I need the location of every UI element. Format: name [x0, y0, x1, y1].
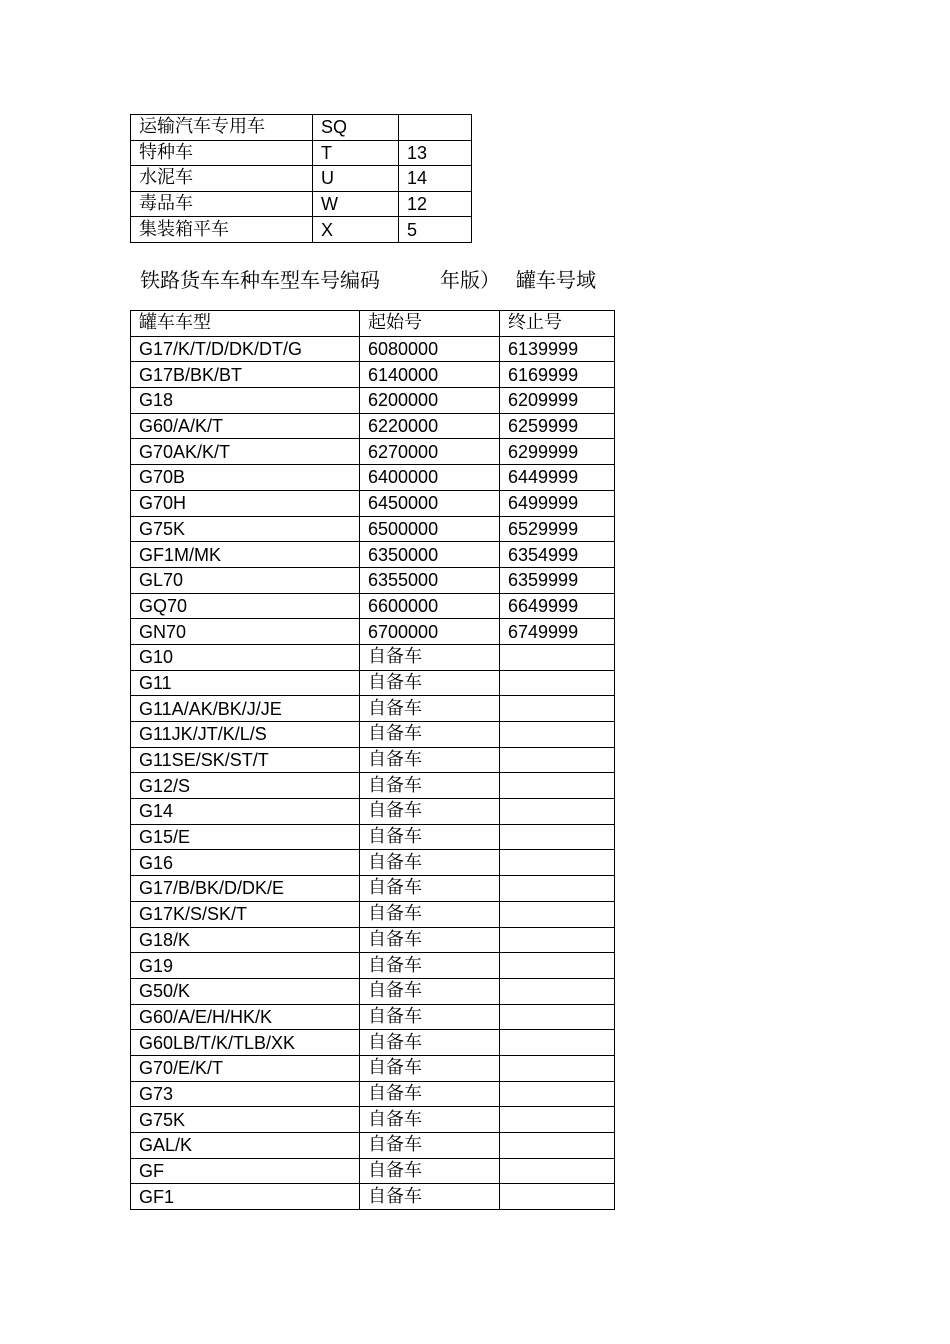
- end-number-cell: 6169999: [500, 362, 615, 388]
- end-number-cell: [500, 953, 615, 979]
- end-number-cell: [500, 850, 615, 876]
- table-row: [131, 191, 472, 217]
- tank-model-cell: GL70: [131, 567, 360, 593]
- end-number-cell: [500, 1158, 615, 1184]
- tank-model-cell: GAL/K: [131, 1133, 360, 1159]
- tank-model-cell: GF1: [131, 1184, 360, 1210]
- table-row: [131, 901, 615, 927]
- tank-model-cell: GF1M/MK: [131, 542, 360, 568]
- end-number-cell: [500, 799, 615, 825]
- start-number-cell: 自备车: [360, 747, 500, 773]
- tank-model-cell: G17/K/T/D/DK/DT/G: [131, 336, 360, 362]
- tank-model-cell: G10: [131, 644, 360, 670]
- start-number-cell: 自备车: [360, 1004, 500, 1030]
- tank-model-cell: G18/K: [131, 927, 360, 953]
- tank-table-body: [131, 336, 615, 1209]
- table-row: [131, 217, 472, 243]
- tank-model-cell: G12/S: [131, 773, 360, 799]
- table-row: [131, 388, 615, 414]
- table-row: [131, 1184, 615, 1210]
- start-number-cell: 自备车: [360, 1081, 500, 1107]
- table-row: [131, 439, 615, 465]
- end-number-cell: 6299999: [500, 439, 615, 465]
- start-number-cell: 自备车: [360, 644, 500, 670]
- end-number-cell: 6649999: [500, 593, 615, 619]
- table-row: [131, 1133, 615, 1159]
- end-number-cell: 6354999: [500, 542, 615, 568]
- end-number-cell: [500, 670, 615, 696]
- table-row: [131, 336, 615, 362]
- tank-model-cell: G70H: [131, 490, 360, 516]
- table-row: [131, 670, 615, 696]
- start-number-cell: 6450000: [360, 490, 500, 516]
- tank-model-cell: G19: [131, 953, 360, 979]
- start-number-cell: 6140000: [360, 362, 500, 388]
- start-number-cell: 6600000: [360, 593, 500, 619]
- start-number-cell: 6700000: [360, 619, 500, 645]
- end-number-cell: [500, 1133, 615, 1159]
- table-row: [131, 876, 615, 902]
- table-row: [131, 567, 615, 593]
- vehicle-type-table: [130, 114, 472, 243]
- vehicle-code-cell: T: [313, 140, 399, 166]
- section-title: [140, 265, 596, 295]
- start-number-cell: 自备车: [360, 722, 500, 748]
- start-number-cell: 自备车: [360, 1107, 500, 1133]
- end-number-cell: [500, 1004, 615, 1030]
- tank-model-cell: G70/E/K/T: [131, 1055, 360, 1081]
- end-number-cell: [500, 824, 615, 850]
- tank-model-cell: G17/B/BK/D/DK/E: [131, 876, 360, 902]
- section-title-part1: 铁路货车车种车型车号编码: [140, 268, 380, 292]
- tank-model-cell: G75K: [131, 516, 360, 542]
- vehicle-name-cell: 毒品车: [131, 191, 313, 217]
- table-row: [131, 1055, 615, 1081]
- end-number-cell: [500, 722, 615, 748]
- table-row: [131, 927, 615, 953]
- table-row: [131, 619, 615, 645]
- table-row: [131, 773, 615, 799]
- start-number-cell: 自备车: [360, 978, 500, 1004]
- vehicle-name-cell: 水泥车: [131, 166, 313, 192]
- tank-model-cell: GQ70: [131, 593, 360, 619]
- start-number-cell: 自备车: [360, 824, 500, 850]
- start-number-cell: 自备车: [360, 1158, 500, 1184]
- table-row: [131, 824, 615, 850]
- end-number-cell: 6749999: [500, 619, 615, 645]
- tank-model-cell: G11SE/SK/ST/T: [131, 747, 360, 773]
- start-number-cell: 自备车: [360, 876, 500, 902]
- table-row: [131, 1158, 615, 1184]
- table-row: [131, 1004, 615, 1030]
- tank-model-cell: G16: [131, 850, 360, 876]
- vehicle-number-cell: 14: [399, 166, 472, 192]
- start-number-cell: 6500000: [360, 516, 500, 542]
- table-row: [131, 465, 615, 491]
- table-row: [131, 1107, 615, 1133]
- table-row: [131, 953, 615, 979]
- tank-model-cell: GN70: [131, 619, 360, 645]
- vehicle-code-cell: U: [313, 166, 399, 192]
- vehicle-number-cell: [399, 115, 472, 141]
- table-row: [131, 593, 615, 619]
- start-number-cell: 6350000: [360, 542, 500, 568]
- end-number-cell: [500, 1030, 615, 1056]
- end-number-cell: [500, 747, 615, 773]
- table-row: [131, 140, 472, 166]
- table-row: [131, 747, 615, 773]
- start-number-cell: 自备车: [360, 927, 500, 953]
- table-row: [131, 1030, 615, 1056]
- vehicle-number-cell: 12: [399, 191, 472, 217]
- vehicle-type-table-body: [131, 115, 472, 243]
- tank-model-cell: G17K/S/SK/T: [131, 901, 360, 927]
- start-number-cell: 自备车: [360, 696, 500, 722]
- start-number-cell: 6220000: [360, 413, 500, 439]
- tank-model-cell: G60LB/T/K/TLB/XK: [131, 1030, 360, 1056]
- end-number-cell: [500, 901, 615, 927]
- end-number-cell: [500, 644, 615, 670]
- tank-model-cell: G11JK/JT/K/L/S: [131, 722, 360, 748]
- header-tank-model: 罐车车型: [131, 311, 360, 337]
- end-number-cell: [500, 927, 615, 953]
- start-number-cell: 自备车: [360, 1055, 500, 1081]
- start-number-cell: 自备车: [360, 799, 500, 825]
- vehicle-name-cell: 特种车: [131, 140, 313, 166]
- vehicle-code-cell: SQ: [313, 115, 399, 141]
- table-row: [131, 850, 615, 876]
- end-number-cell: [500, 696, 615, 722]
- table-row: [131, 978, 615, 1004]
- end-number-cell: 6259999: [500, 413, 615, 439]
- vehicle-number-cell: 13: [399, 140, 472, 166]
- start-number-cell: 自备车: [360, 850, 500, 876]
- start-number-cell: 自备车: [360, 901, 500, 927]
- start-number-cell: 6400000: [360, 465, 500, 491]
- table-row: [131, 115, 472, 141]
- tank-model-cell: G60/A/K/T: [131, 413, 360, 439]
- tank-model-cell: G17B/BK/BT: [131, 362, 360, 388]
- start-number-cell: 自备车: [360, 1133, 500, 1159]
- header-end-number: 终止号: [500, 311, 615, 337]
- tank-car-number-table: [130, 310, 615, 1210]
- tank-model-cell: G60/A/E/H/HK/K: [131, 1004, 360, 1030]
- start-number-cell: 6355000: [360, 567, 500, 593]
- end-number-cell: 6529999: [500, 516, 615, 542]
- table-row: [131, 362, 615, 388]
- vehicle-number-cell: 5: [399, 217, 472, 243]
- tank-model-cell: G11A/AK/BK/J/JE: [131, 696, 360, 722]
- end-number-cell: [500, 1107, 615, 1133]
- start-number-cell: 自备车: [360, 1184, 500, 1210]
- end-number-cell: 6359999: [500, 567, 615, 593]
- vehicle-name-cell: 集装箱平车: [131, 217, 313, 243]
- header-start-number: 起始号: [360, 311, 500, 337]
- table-row: [131, 490, 615, 516]
- tank-model-cell: G14: [131, 799, 360, 825]
- table-row: [131, 516, 615, 542]
- tank-model-cell: G75K: [131, 1107, 360, 1133]
- start-number-cell: 6200000: [360, 388, 500, 414]
- table-row: [131, 542, 615, 568]
- start-number-cell: 自备车: [360, 670, 500, 696]
- end-number-cell: [500, 773, 615, 799]
- tank-model-cell: GF: [131, 1158, 360, 1184]
- vehicle-code-cell: W: [313, 191, 399, 217]
- section-title-part3: 罐车号域: [516, 268, 596, 292]
- table-row: [131, 166, 472, 192]
- start-number-cell: 自备车: [360, 1030, 500, 1056]
- tank-model-cell: G50/K: [131, 978, 360, 1004]
- table-row: [131, 644, 615, 670]
- section-title-part2: 年版）: [440, 268, 500, 292]
- tank-model-cell: G15/E: [131, 824, 360, 850]
- start-number-cell: 6080000: [360, 336, 500, 362]
- table-row: [131, 799, 615, 825]
- end-number-cell: 6449999: [500, 465, 615, 491]
- table-row: [131, 722, 615, 748]
- tank-model-cell: G11: [131, 670, 360, 696]
- end-number-cell: 6499999: [500, 490, 615, 516]
- table-row: [131, 413, 615, 439]
- vehicle-code-cell: X: [313, 217, 399, 243]
- end-number-cell: 6209999: [500, 388, 615, 414]
- start-number-cell: 自备车: [360, 953, 500, 979]
- end-number-cell: [500, 978, 615, 1004]
- end-number-cell: [500, 1081, 615, 1107]
- start-number-cell: 自备车: [360, 773, 500, 799]
- end-number-cell: [500, 1184, 615, 1210]
- tank-model-cell: G18: [131, 388, 360, 414]
- tank-model-cell: G73: [131, 1081, 360, 1107]
- tank-model-cell: G70AK/K/T: [131, 439, 360, 465]
- start-number-cell: 6270000: [360, 439, 500, 465]
- tank-model-cell: G70B: [131, 465, 360, 491]
- vehicle-name-cell: 运输汽车专用车: [131, 115, 313, 141]
- end-number-cell: [500, 876, 615, 902]
- end-number-cell: 6139999: [500, 336, 615, 362]
- table-row: [131, 696, 615, 722]
- table-row: [131, 1081, 615, 1107]
- table-header-row: [131, 311, 615, 337]
- end-number-cell: [500, 1055, 615, 1081]
